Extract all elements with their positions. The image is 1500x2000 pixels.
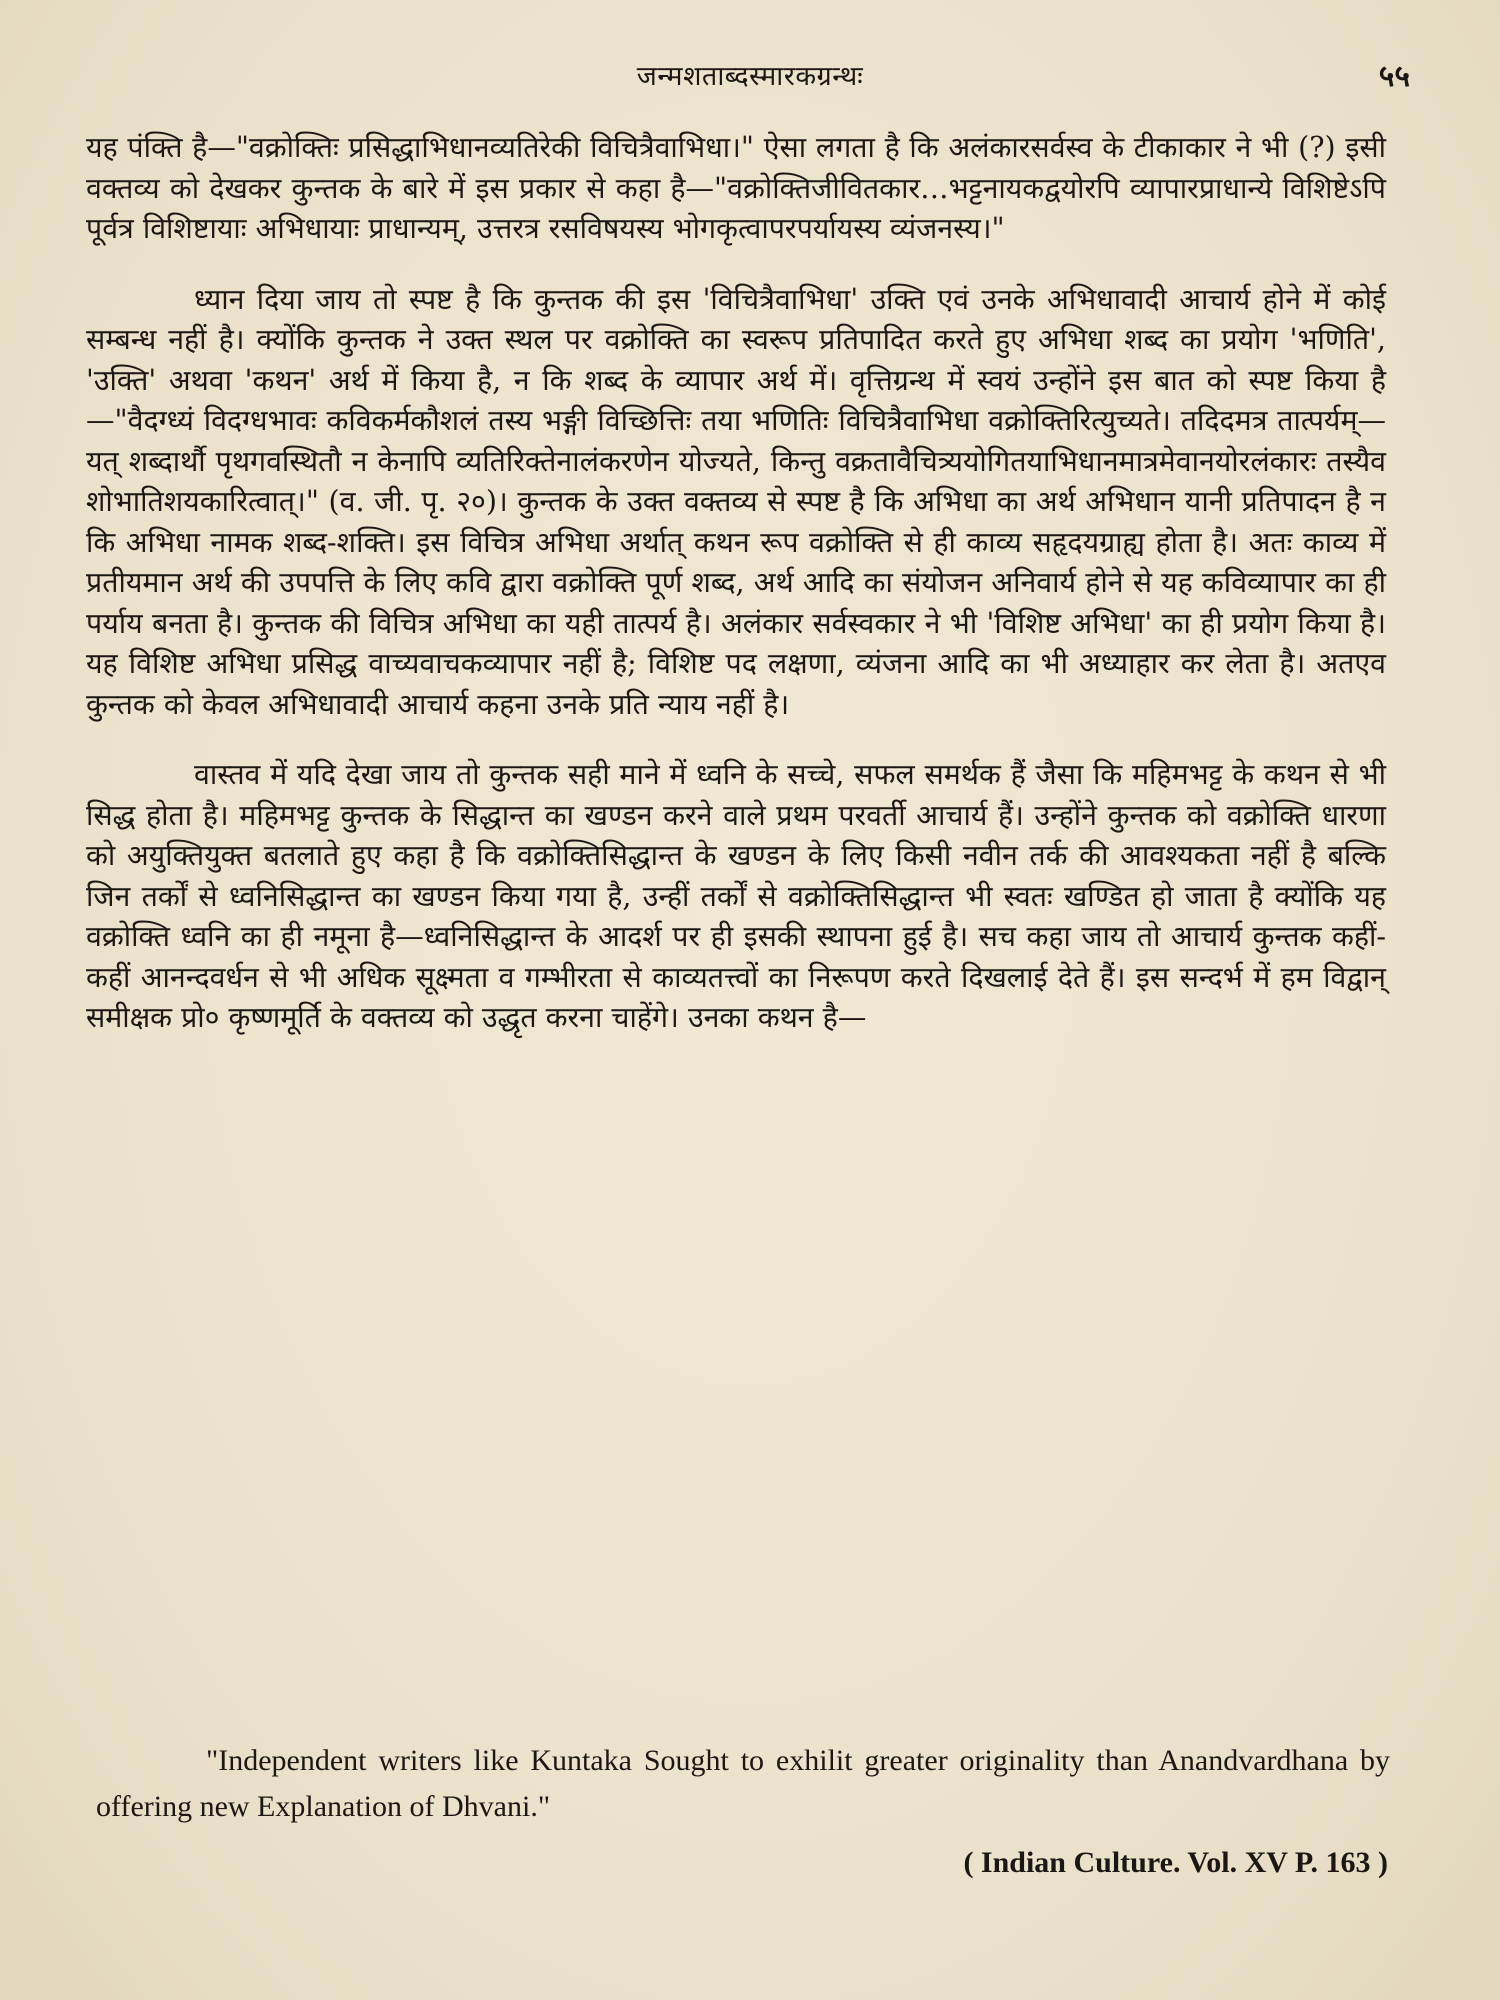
quotation-citation: ( Indian Culture. Vol. XV P. 163 ): [963, 1846, 1388, 1879]
paragraph-2: ध्यान दिया जाय तो स्पष्ट है कि कुन्तक की इस 'विचित्रैवाभिधा' उक्ति एवं उनके अभिधावादी आचार्य होने में कोई सम्बन्ध नहीं है। क्योंकि कुन्तक ने उक्त स्थल पर वक्रोक्ति का स्वरूप प्रतिपादित करते हुए अभिधा शब्द का प्रयोग 'भणिति', 'उक्ति' अथवा 'कथन' अर्थ में किया है, न कि शब्द के व्यापार अर्थ में। वृत्तिग्रन्थ में स्वयं उन्होंने इस बात को स्पष्ट किया है—"वैदग्ध्यं विदग्धभावः कविकर्मकौशलं तस्य भङ्गी विच्छित्तिः तया भणितिः विचित्रैवाभिधा वक्रोक्तिरित्युच्यते। तदिदमत्र तात्पर्यम्—यत् शब्दार्थौ पृथगवस्थितौ न केनापि व्यतिरिक्तेनालंकरणेन योज्यते, किन्तु वक्रतावैचित्र्ययोगितयाभिधानमात्रमेवानयोरलंकारः तस्यैव शोभातिशयकारित्वात्।" (व. जी. पृ. २०)। कुन्तक के उक्त वक्तव्य से स्पष्ट है कि अभिधा का अर्थ अभिधान यानी प्रतिपादन है न कि अभिधा नामक शब्द-शक्ति। इस विचित्र अभिधा अर्थात् कथन रूप वक्रोक्ति से ही काव्य सहृदयग्राह्य होता है। अतः काव्य में प्रतीयमान अर्थ की उपपत्ति के लिए कवि द्वारा वक्रोक्ति पूर्ण शब्द, अर्थ आदि का संयोजन अनिवार्य होने से यह कविव्यापार का ही पर्याय बनता है। कुन्तक की विचित्र अभिधा का यही तात्पर्य है। अलंकार सर्वस्वकार ने भी 'विशिष्ट अभिधा' का ही प्रयोग किया है। यह विशिष्ट अभिधा प्रसिद्ध वाच्यवाचकव्यापार नहीं है; विशिष्ट पद लक्षणा, व्यंजना आदि का भी अध्याहार कर लेता है। अतएव कुन्तक को केवल अभिधावादी आचार्य कहना उनके प्रति न्याय नहीं है।: [86, 282, 1386, 721]
quotation-text: "Independent writers like Kuntaka Sought to exhilit greater originality than Anandvardhana by offering new Explanation of Dhvani.": [96, 1744, 1390, 1823]
page-header: [90, 48, 1410, 98]
page-number: ५५: [1378, 59, 1410, 94]
english-quotation: [96, 1738, 1390, 1830]
paragraph-3: वास्तव में यदि देखा जाय तो कुन्तक सही माने में ध्वनि के सच्चे, सफल समर्थक हैं जैसा कि महिमभट्ट के कथन से भी सिद्ध होता है। महिमभट्ट कुन्तक के सिद्धान्त का खण्डन करने वाले प्रथम परवर्ती आचार्य हैं। उन्होंने कुन्तक को वक्रोक्ति धारणा को अयुक्तियुक्त बतलाते हुए कहा है कि वक्रोक्तिसिद्धान्त के खण्डन के लिए किसी नवीन तर्क की आवश्यकता नहीं है बल्कि जिन तर्कों से ध्वनिसिद्धान्त का खण्डन किया गया है, उन्हीं तर्कों से वक्रोक्तिसिद्धान्त भी स्वतः खण्डित हो जाता है क्योंकि यह वक्रोक्ति ध्वनि का ही नमूना है—ध्वनिसिद्धान्त के आदर्श पर ही इसकी स्थापना हुई है। सच कहा जाय तो आचार्य कुन्तक कहीं-कहीं आनन्दवर्धन से भी अधिक सूक्ष्मता व गम्भीरता से काव्यतत्त्वों का निरूपण करते दिखलाई देते हैं। इस सन्दर्भ में हम विद्वान् समीक्षक प्रो० कृष्णमूर्ति के वक्तव्य को उद्धृत करना चाहेंगे। उनका कथन है—: [86, 758, 1386, 1034]
paragraph-1: यह पंक्ति है—"वक्रोक्तिः प्रसिद्धाभिधानव्यतिरेकी विचित्रैवाभिधा।" ऐसा लगता है कि अलंकारसर्वस्व के टीकाकार ने भी (?) इसी वक्तव्य को देखकर कुन्तक के बारे में इस प्रकार से कहा है—"वक्रोक्तिजीवितकार…भट्टनायकद्वयोरपि व्यापारप्राधान्ये विशिष्टेऽपि पूर्वत्र विशिष्टायाः अभिधायाः प्राधान्यम्, उत्तरत्र रसविषयस्य भोगकृत्वापरपर्यायस्य व्यंजनस्य।": [86, 131, 1386, 245]
running-title: जन्मशताब्दस्मारकग्रन्थः: [636, 61, 864, 92]
body-text: [86, 128, 1386, 1039]
